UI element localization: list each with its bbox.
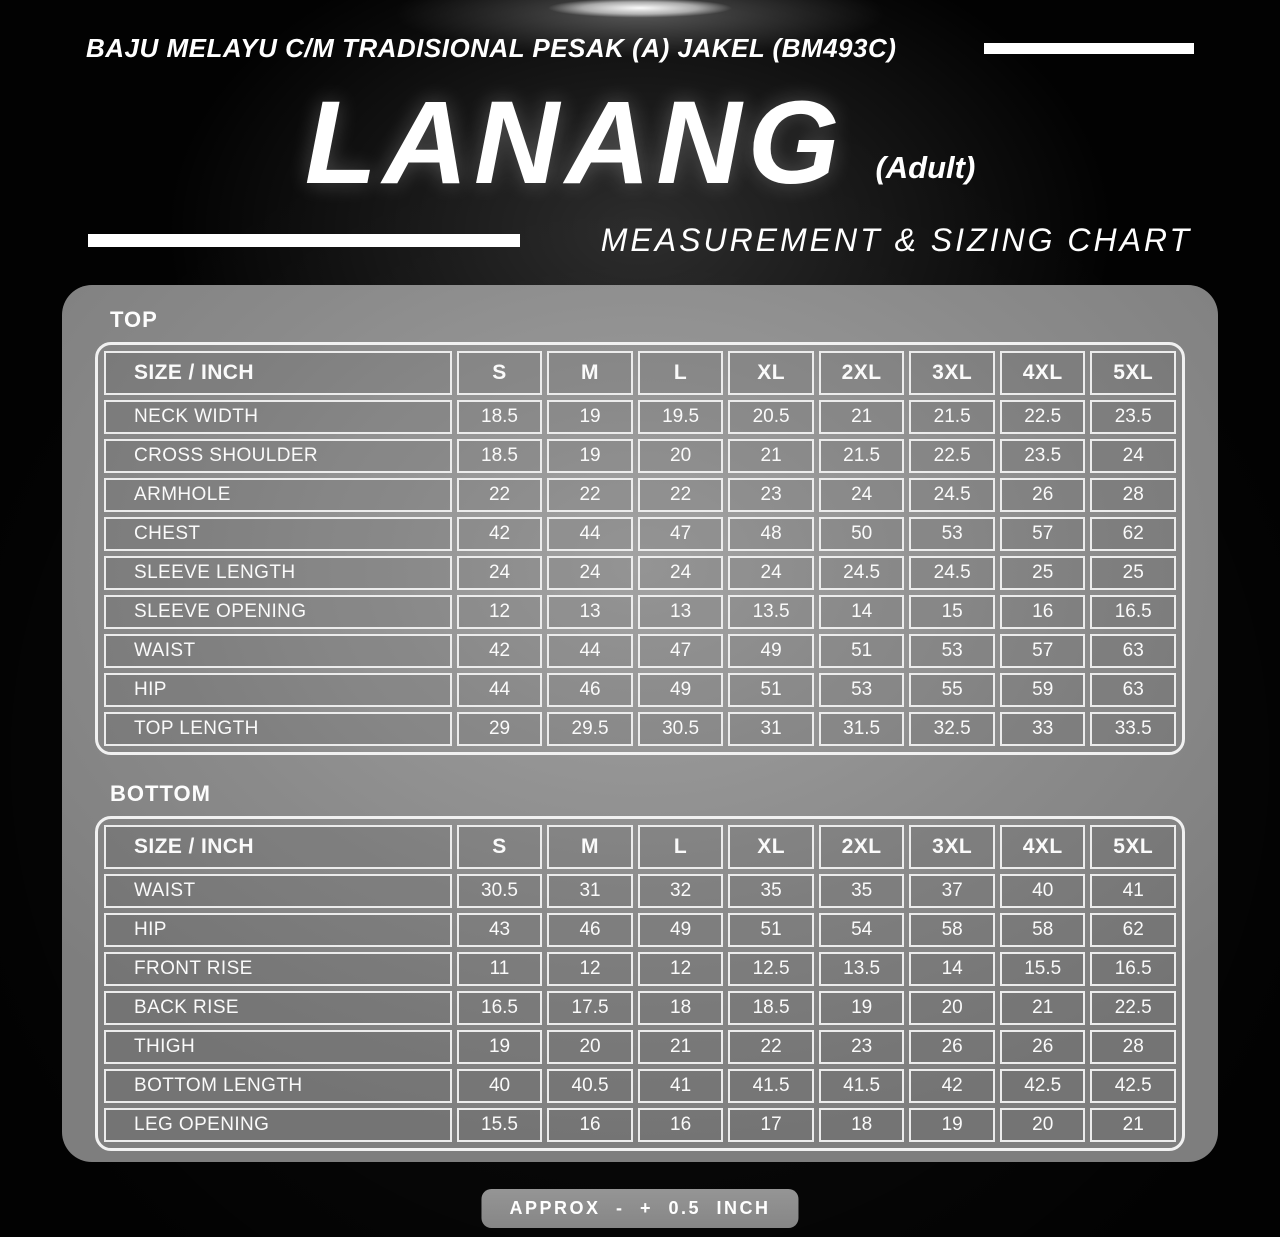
measurement-label-cell: SLEEVE LENGTH [104,556,452,590]
measurement-value-cell: 29 [457,712,543,746]
measurement-value-cell: 18.5 [457,439,543,473]
measurement-value-cell: 43 [457,913,543,947]
measurement-value-cell: 19 [819,991,905,1025]
measurement-value-cell: 15.5 [1000,952,1086,986]
corner-header-cell: SIZE / INCH [104,351,452,395]
measurement-value-cell: 41 [1090,874,1176,908]
brand-suffix: (Adult) [875,150,976,185]
measurement-value-cell: 22.5 [1090,991,1176,1025]
measurement-value-cell: 18.5 [457,400,543,434]
measurement-value-cell: 53 [909,634,995,668]
measurement-value-cell: 47 [638,517,724,551]
measurement-value-cell: 13 [547,595,633,629]
size-column-header: 4XL [1000,351,1086,395]
measurement-value-cell: 21.5 [909,400,995,434]
size-column-header: 3XL [909,825,995,869]
size-column-header: 5XL [1090,825,1176,869]
measurement-value-cell: 40 [1000,874,1086,908]
measurement-value-cell: 35 [728,874,814,908]
measurement-label-cell: CHEST [104,517,452,551]
measurement-label-cell: TOP LENGTH [104,712,452,746]
measurement-value-cell: 24 [1090,439,1176,473]
measurement-value-cell: 18 [638,991,724,1025]
size-column-header: 5XL [1090,351,1176,395]
measurement-value-cell: 21 [1000,991,1086,1025]
corner-header-cell: SIZE / INCH [104,825,452,869]
measurement-value-cell: 49 [728,634,814,668]
measurement-value-cell: 26 [909,1030,995,1064]
measurement-value-cell: 24 [547,556,633,590]
measurement-label-cell: WAIST [104,874,452,908]
measurement-value-cell: 22 [547,478,633,512]
measurement-value-cell: 19 [909,1108,995,1142]
measurement-value-cell: 19 [547,400,633,434]
measurement-value-cell: 25 [1000,556,1086,590]
measurement-value-cell: 20 [1000,1108,1086,1142]
table-row [104,478,1176,512]
measurement-value-cell: 22 [638,478,724,512]
measurement-value-cell: 57 [1000,634,1086,668]
measurement-label-cell: WAIST [104,634,452,668]
measurement-value-cell: 63 [1090,634,1176,668]
measurement-value-cell: 62 [1090,517,1176,551]
bottom-table-block [95,781,1185,1151]
measurement-value-cell: 30.5 [638,712,724,746]
measurement-value-cell: 20.5 [728,400,814,434]
measurement-value-cell: 12 [457,595,543,629]
measurement-value-cell: 14 [909,952,995,986]
measurement-value-cell: 51 [728,913,814,947]
measurement-value-cell: 12.5 [728,952,814,986]
measurement-value-cell: 33 [1000,712,1086,746]
measurement-value-cell: 32 [638,874,724,908]
measurement-value-cell: 12 [547,952,633,986]
measurement-value-cell: 15 [909,595,995,629]
table-row [104,556,1176,590]
measurement-value-cell: 44 [457,673,543,707]
measurement-value-cell: 24.5 [819,556,905,590]
measurement-value-cell: 16.5 [1090,595,1176,629]
measurement-value-cell: 41.5 [819,1069,905,1103]
measurement-value-cell: 20 [638,439,724,473]
measurement-label-cell: NECK WIDTH [104,400,452,434]
measurement-value-cell: 49 [638,673,724,707]
measurement-value-cell: 24 [819,478,905,512]
measurement-value-cell: 58 [909,913,995,947]
brand-title: LANANG [304,77,846,209]
measurement-value-cell: 24 [638,556,724,590]
section-label-bottom: BOTTOM [110,781,211,806]
measurement-value-cell: 22.5 [909,439,995,473]
size-column-header: M [547,825,633,869]
measurement-value-cell: 42.5 [1000,1069,1086,1103]
measurement-value-cell: 26 [1000,478,1086,512]
size-column-header: 4XL [1000,825,1086,869]
measurement-label-cell: CROSS SHOULDER [104,439,452,473]
table-row [104,712,1176,746]
measurement-label-cell: BACK RISE [104,991,452,1025]
measurement-value-cell: 48 [728,517,814,551]
measurement-value-cell: 63 [1090,673,1176,707]
measurement-value-cell: 18 [819,1108,905,1142]
measurement-value-cell: 13 [638,595,724,629]
measurement-value-cell: 13.5 [728,595,814,629]
measurement-value-cell: 16.5 [457,991,543,1025]
decorative-bar-left [88,234,520,247]
measurement-value-cell: 24 [457,556,543,590]
measurement-value-cell: 15.5 [457,1108,543,1142]
measurement-value-cell: 62 [1090,913,1176,947]
measurement-label-cell: ARMHOLE [104,478,452,512]
table-row [104,634,1176,668]
table-row [104,439,1176,473]
size-column-header: 2XL [819,351,905,395]
size-column-header: L [638,825,724,869]
measurement-value-cell: 42 [457,634,543,668]
size-column-header: S [457,351,543,395]
measurement-value-cell: 31 [547,874,633,908]
measurement-value-cell: 22 [728,1030,814,1064]
measurement-value-cell: 42 [457,517,543,551]
measurement-value-cell: 51 [728,673,814,707]
measurement-value-cell: 17 [728,1108,814,1142]
measurement-label-cell: THIGH [104,1030,452,1064]
header-topline [86,33,1194,64]
measurement-value-cell: 23.5 [1000,439,1086,473]
measurement-value-cell: 14 [819,595,905,629]
table-row [104,874,1176,908]
size-column-header: M [547,351,633,395]
measurement-value-cell: 24.5 [909,556,995,590]
product-line-title: BAJU MELAYU C/M TRADISIONAL PESAK (A) JAKEL (BM493C) [86,33,897,63]
measurement-value-cell: 53 [819,673,905,707]
measurement-value-cell: 16 [638,1108,724,1142]
measurement-value-cell: 21 [638,1030,724,1064]
measurement-value-cell: 42.5 [1090,1069,1176,1103]
measurement-label-cell: SLEEVE OPENING [104,595,452,629]
table-row [104,1108,1176,1142]
chart-subtitle: MEASUREMENT & SIZING CHART [600,222,1192,258]
measurement-value-cell: 19 [547,439,633,473]
table-header-row [104,351,1176,395]
measurement-value-cell: 40 [457,1069,543,1103]
size-column-header: XL [728,351,814,395]
table-row [104,673,1176,707]
brand-line [0,77,1280,209]
measurement-value-cell: 22.5 [1000,400,1086,434]
measurement-value-cell: 21 [728,439,814,473]
measurement-value-cell: 49 [638,913,724,947]
measurement-value-cell: 41 [638,1069,724,1103]
measurement-value-cell: 35 [819,874,905,908]
measurement-value-cell: 11 [457,952,543,986]
measurement-value-cell: 40.5 [547,1069,633,1103]
measurement-value-cell: 18.5 [728,991,814,1025]
measurement-value-cell: 12 [638,952,724,986]
measurement-value-cell: 24.5 [909,478,995,512]
measurement-value-cell: 21 [1090,1108,1176,1142]
table-row [104,952,1176,986]
measurement-value-cell: 19 [457,1030,543,1064]
measurement-value-cell: 13.5 [819,952,905,986]
approx-note-badge: APPROX - + 0.5 INCH [481,1189,798,1228]
table-row [104,400,1176,434]
table-row [104,595,1176,629]
measurement-value-cell: 54 [819,913,905,947]
measurement-value-cell: 16.5 [1090,952,1176,986]
measurement-value-cell: 42 [909,1069,995,1103]
table-row [104,913,1176,947]
measurement-panel [62,285,1218,1162]
measurement-value-cell: 47 [638,634,724,668]
measurement-value-cell: 31 [728,712,814,746]
subtitle-line [88,222,1192,259]
measurement-value-cell: 46 [547,673,633,707]
measurement-value-cell: 16 [1000,595,1086,629]
top-size-table [95,342,1185,755]
table-row [104,1030,1176,1064]
measurement-value-cell: 17.5 [547,991,633,1025]
measurement-label-cell: FRONT RISE [104,952,452,986]
size-column-header: XL [728,825,814,869]
measurement-value-cell: 29.5 [547,712,633,746]
measurement-value-cell: 23 [728,478,814,512]
measurement-value-cell: 30.5 [457,874,543,908]
measurement-value-cell: 28 [1090,478,1176,512]
measurement-value-cell: 37 [909,874,995,908]
measurement-value-cell: 21.5 [819,439,905,473]
measurement-value-cell: 59 [1000,673,1086,707]
measurement-value-cell: 25 [1090,556,1176,590]
table-row [104,991,1176,1025]
size-column-header: L [638,351,724,395]
measurement-value-cell: 46 [547,913,633,947]
table-row [104,517,1176,551]
measurement-value-cell: 23 [819,1030,905,1064]
bottom-size-table [95,816,1185,1151]
measurement-value-cell: 28 [1090,1030,1176,1064]
measurement-value-cell: 44 [547,517,633,551]
measurement-value-cell: 23.5 [1090,400,1176,434]
measurement-value-cell: 26 [1000,1030,1086,1064]
measurement-value-cell: 44 [547,634,633,668]
measurement-value-cell: 53 [909,517,995,551]
measurement-value-cell: 32.5 [909,712,995,746]
table-row [104,1069,1176,1103]
measurement-value-cell: 16 [547,1108,633,1142]
measurement-value-cell: 24 [728,556,814,590]
measurement-value-cell: 31.5 [819,712,905,746]
measurement-value-cell: 21 [819,400,905,434]
measurement-label-cell: BOTTOM LENGTH [104,1069,452,1103]
measurement-value-cell: 19.5 [638,400,724,434]
measurement-value-cell: 20 [547,1030,633,1064]
measurement-value-cell: 41.5 [728,1069,814,1103]
measurement-label-cell: LEG OPENING [104,1108,452,1142]
table-header-row [104,825,1176,869]
measurement-value-cell: 55 [909,673,995,707]
section-label-top: TOP [110,307,158,332]
measurement-value-cell: 20 [909,991,995,1025]
size-column-header: 2XL [819,825,905,869]
measurement-label-cell: HIP [104,913,452,947]
measurement-value-cell: 57 [1000,517,1086,551]
top-table-block [95,307,1185,755]
measurement-value-cell: 22 [457,478,543,512]
measurement-value-cell: 58 [1000,913,1086,947]
size-column-header: 3XL [909,351,995,395]
measurement-value-cell: 33.5 [1090,712,1176,746]
decorative-bar-right [984,43,1194,54]
measurement-label-cell: HIP [104,673,452,707]
size-column-header: S [457,825,543,869]
measurement-value-cell: 50 [819,517,905,551]
measurement-value-cell: 51 [819,634,905,668]
